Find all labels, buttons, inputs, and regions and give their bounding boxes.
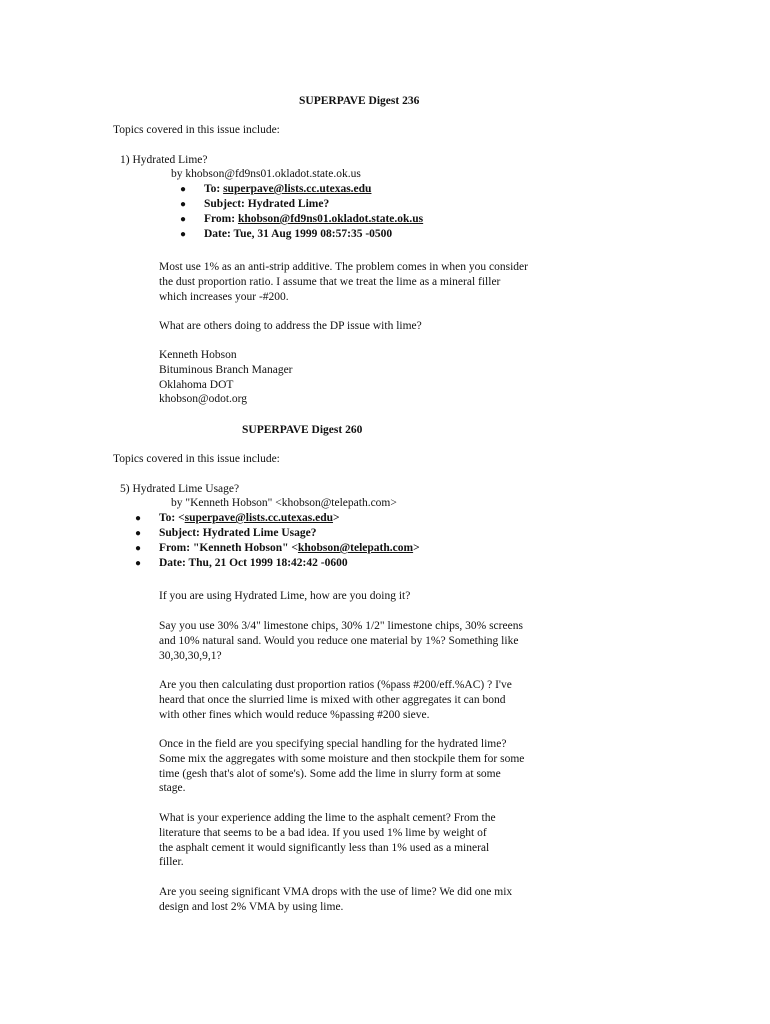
digest-236-topic: 1) Hydrated Lime? [120, 154, 208, 166]
digest-236-title: SUPERPAVE Digest 236 [299, 95, 420, 107]
from-label: From: "Kenneth Hobson" < [159, 542, 298, 554]
digest-236-date [180, 227, 393, 242]
digest-236-by: by khobson@fd9ns01.okladot.state.ok.us [171, 168, 361, 180]
bullet-icon: ● [180, 214, 187, 225]
text-line: time (gesh that's alot of some's). Some add the lime in slurry form at some [159, 767, 501, 780]
digest-236-subject [180, 197, 330, 212]
text-line: filler. [159, 856, 184, 869]
text-line: Are you then calculating dust proportion ratios (%pass #200/eff.%AC) ? I've [159, 679, 512, 691]
to-label: To: < [159, 512, 185, 524]
subject-text: Subject: Hydrated Lime Usage? [159, 527, 317, 539]
digest-260-topics-intro: Topics covered in this issue include: [113, 453, 280, 465]
digest-236-to [180, 182, 372, 197]
text-line: Most use 1% as an anti-strip additive. The problem comes in when you consider [159, 261, 528, 273]
text-line: heard that once the slurried lime is mixed with other aggregates it can bond [159, 693, 506, 706]
text-line: stage. [159, 782, 186, 795]
from-suffix: > [413, 542, 420, 554]
bullet-icon: ● [180, 199, 187, 210]
bullet-icon: ● [135, 543, 142, 554]
from-email-link[interactable]: khobson@fd9ns01.okladot.state.ok.us [237, 213, 424, 225]
digest-260-paragraph [159, 885, 512, 915]
date-text: Date: Tue, 31 Aug 1999 08:57:35 -0500 [204, 228, 393, 240]
text-line: Say you use 30% 3/4" limestone chips, 30% 1/2" limestone chips, 30% screens [159, 620, 523, 632]
subject-text: Subject: Hydrated Lime? [204, 198, 330, 210]
digest-236-signature [159, 348, 293, 407]
text-line: which increases your -#200. [159, 290, 289, 303]
from-email-link[interactable]: khobson@telepath.com [297, 542, 414, 554]
text-line: Once in the field are you specifying special handling for the hydrated lime? [159, 738, 507, 750]
date-text: Date: Thu, 21 Oct 1999 18:42:42 -0600 [159, 557, 348, 569]
to-suffix: > [333, 512, 340, 524]
text-line: the asphalt cement it would significantly less than 1% used as a mineral [159, 841, 490, 854]
to-email-link[interactable]: superpave@lists.cc.utexas.edu [184, 512, 334, 524]
text-line: khobson@odot.org [159, 393, 248, 406]
digest-236-paragraph [159, 260, 528, 304]
digest-236-topics-intro: Topics covered in this issue include: [113, 124, 280, 136]
text-line: Oklahoma DOT [159, 378, 234, 391]
digest-260-to [135, 511, 340, 526]
bullet-icon: ● [135, 528, 142, 539]
digest-236-paragraph [159, 319, 422, 334]
digest-260-date [135, 556, 348, 571]
bullet-icon: ● [180, 229, 187, 240]
bullet-icon: ● [180, 184, 187, 195]
text-line: If you are using Hydrated Lime, how are you doing it? [159, 590, 411, 602]
text-line: Bituminous Branch Manager [159, 363, 293, 376]
text-line: What are others doing to address the DP issue with lime? [159, 320, 422, 332]
text-line: Kenneth Hobson [159, 349, 237, 361]
bullet-icon: ● [135, 558, 142, 569]
digest-260-topic: 5) Hydrated Lime Usage? [120, 483, 240, 495]
to-label: To: [204, 183, 224, 195]
text-line: 30,30,30,9,1? [159, 649, 222, 662]
digest-260-paragraph [159, 619, 523, 663]
digest-236-from [180, 212, 424, 227]
from-label: From: [204, 213, 238, 225]
text-line: the dust proportion ratio. I assume that we treat the lime as a mineral filler [159, 275, 501, 288]
digest-260-by: by "Kenneth Hobson" <khobson@telepath.com> [171, 497, 397, 509]
text-line: literature that seems to be a bad idea. If you used 1% lime by weight of [159, 826, 487, 839]
digest-260-title: SUPERPAVE Digest 260 [242, 424, 363, 436]
bullet-icon: ● [135, 513, 142, 524]
digest-260-from [135, 541, 420, 556]
digest-260-paragraph [159, 589, 410, 604]
text-line: with other fines which would reduce %passing #200 sieve. [159, 708, 430, 721]
to-email-link[interactable]: superpave@lists.cc.utexas.edu [223, 183, 372, 195]
digest-260-paragraph [159, 737, 524, 796]
digest-260-paragraph [159, 678, 512, 722]
text-line: and 10% natural sand. Would you reduce one material by 1%? Something like [159, 634, 519, 647]
text-line: design and lost 2% VMA by using lime. [159, 900, 344, 913]
digest-260-subject [135, 526, 317, 541]
text-line: What is your experience adding the lime to the asphalt cement? From the [159, 812, 496, 824]
text-line: Some mix the aggregates with some moisture and then stockpile them for some [159, 752, 525, 765]
text-line: Are you seeing significant VMA drops with the use of lime? We did one mix [159, 886, 513, 898]
digest-260-paragraph [159, 811, 496, 870]
